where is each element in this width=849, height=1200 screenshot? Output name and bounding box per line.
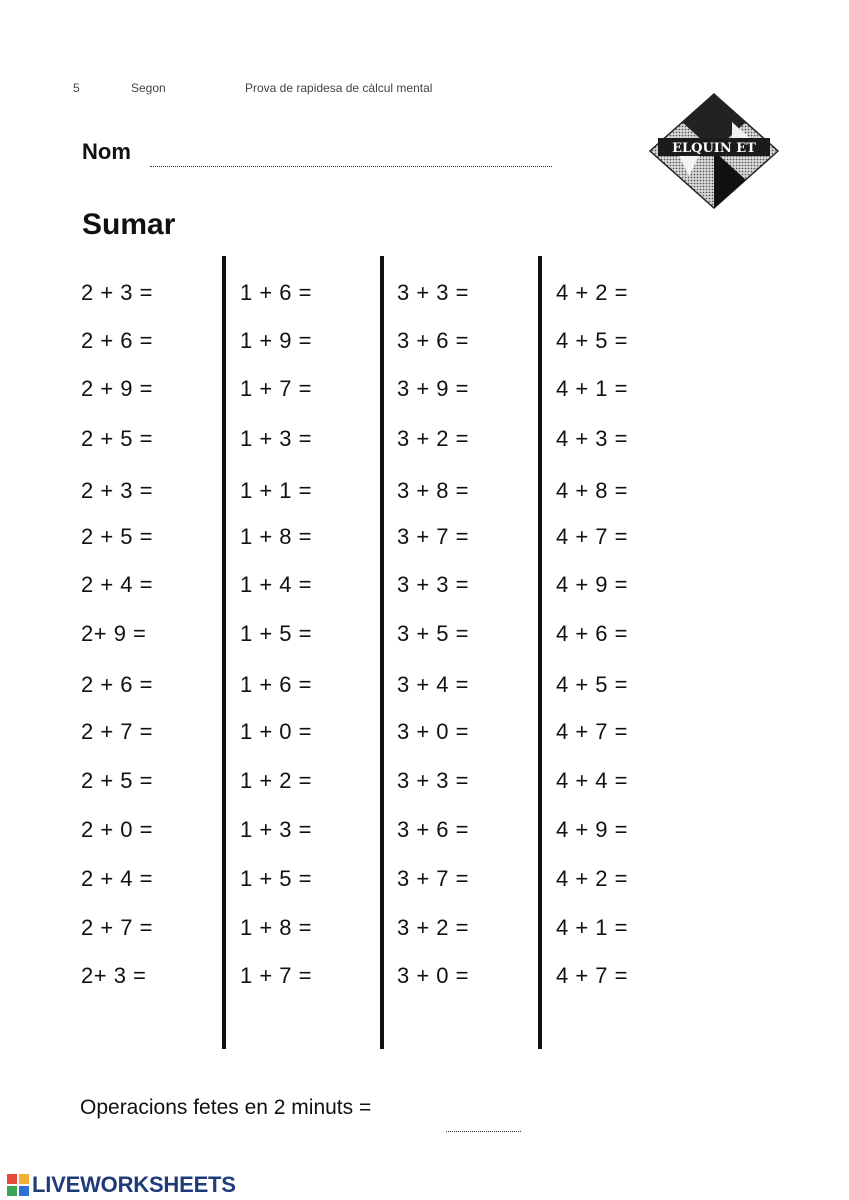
sum-exercise: 3 + 3 = (397, 572, 470, 597)
column-divider (538, 256, 542, 1049)
sum-exercise: 1 + 1 = (240, 478, 313, 503)
sum-exercise: 2 + 3 = (81, 280, 154, 305)
sum-exercise: 1 + 8 = (240, 915, 313, 940)
sum-exercise: 1 + 3 = (240, 426, 313, 451)
name-field[interactable] (150, 166, 552, 167)
sum-exercise: 2 + 7 = (81, 719, 154, 744)
publisher-logo (648, 92, 780, 210)
sum-exercise: 4 + 9 = (556, 572, 629, 597)
sum-exercise: 3 + 4 = (397, 672, 470, 697)
sum-exercise: 1 + 5 = (240, 621, 313, 646)
sum-exercise: 1 + 6 = (240, 672, 313, 697)
sum-exercise: 1 + 9 = (240, 328, 313, 353)
sum-exercise: 2 + 6 = (81, 328, 154, 353)
sum-exercise: 2 + 4 = (81, 866, 154, 891)
sum-exercise: 4 + 5 = (556, 672, 629, 697)
sum-exercise: 2+ 3 = (81, 963, 147, 988)
sum-exercise: 4 + 1 = (556, 376, 629, 401)
column-divider (380, 256, 384, 1049)
sum-exercise: 4 + 7 = (556, 719, 629, 744)
sum-exercise: 1 + 0 = (240, 719, 313, 744)
sum-exercise: 3 + 2 = (397, 426, 470, 451)
sum-exercise: 1 + 5 = (240, 866, 313, 891)
sum-exercise: 2+ 9 = (81, 621, 147, 646)
sum-exercise: 1 + 2 = (240, 768, 313, 793)
sum-exercise: 4 + 3 = (556, 426, 629, 451)
sum-exercise: 3 + 3 = (397, 280, 470, 305)
logo-text: ELQUIN ET (672, 141, 756, 156)
sum-exercise: 4 + 9 = (556, 817, 629, 842)
sum-exercise: 3 + 9 = (397, 376, 470, 401)
sum-exercise: 4 + 6 = (556, 621, 629, 646)
sum-exercise: 1 + 3 = (240, 817, 313, 842)
sum-exercise: 4 + 2 = (556, 866, 629, 891)
sum-exercise: 1 + 7 = (240, 963, 313, 988)
section-title: Sumar (82, 208, 176, 241)
sum-exercise: 3 + 8 = (397, 478, 470, 503)
sum-exercise: 3 + 0 = (397, 719, 470, 744)
sum-exercise: 4 + 7 = (556, 524, 629, 549)
sum-exercise: 3 + 0 = (397, 963, 470, 988)
page-number: 5 (73, 81, 80, 95)
sum-exercise: 1 + 4 = (240, 572, 313, 597)
sum-exercise: 2 + 9 = (81, 376, 154, 401)
sum-exercise: 2 + 3 = (81, 478, 154, 503)
worksheet-title: Prova de rapidesa de càlcul mental (245, 81, 433, 95)
liveworksheets-logo-icon (7, 1174, 29, 1196)
operations-count-field[interactable] (446, 1131, 521, 1132)
sum-exercise: 2 + 0 = (81, 817, 154, 842)
sum-exercise: 4 + 7 = (556, 963, 629, 988)
sum-exercise: 3 + 5 = (397, 621, 470, 646)
brand-name: LIVEWORKSHEETS (32, 1172, 236, 1197)
sum-exercise: 4 + 5 = (556, 328, 629, 353)
sum-exercise: 1 + 6 = (240, 280, 313, 305)
sum-exercise: 4 + 8 = (556, 478, 629, 503)
sum-exercise: 2 + 5 = (81, 768, 154, 793)
liveworksheets-brand[interactable] (7, 1172, 236, 1198)
sum-exercise: 3 + 7 = (397, 524, 470, 549)
sum-exercise: 4 + 4 = (556, 768, 629, 793)
sum-exercise: 3 + 7 = (397, 866, 470, 891)
operations-count-label: Operacions fetes en 2 minuts = (80, 1096, 372, 1119)
sum-exercise: 4 + 2 = (556, 280, 629, 305)
sum-exercise: 1 + 7 = (240, 376, 313, 401)
course-label: Segon (131, 81, 166, 95)
sum-exercise: 3 + 2 = (397, 915, 470, 940)
sum-exercise: 2 + 7 = (81, 915, 154, 940)
sum-exercise: 4 + 1 = (556, 915, 629, 940)
sum-exercise: 2 + 5 = (81, 524, 154, 549)
column-divider (222, 256, 226, 1049)
sum-exercise: 1 + 8 = (240, 524, 313, 549)
sum-exercise: 3 + 6 = (397, 328, 470, 353)
sum-exercise: 2 + 5 = (81, 426, 154, 451)
sum-exercise: 3 + 3 = (397, 768, 470, 793)
sum-exercise: 2 + 4 = (81, 572, 154, 597)
sum-exercise: 3 + 6 = (397, 817, 470, 842)
sum-exercise: 2 + 6 = (81, 672, 154, 697)
name-label: Nom (82, 139, 131, 164)
